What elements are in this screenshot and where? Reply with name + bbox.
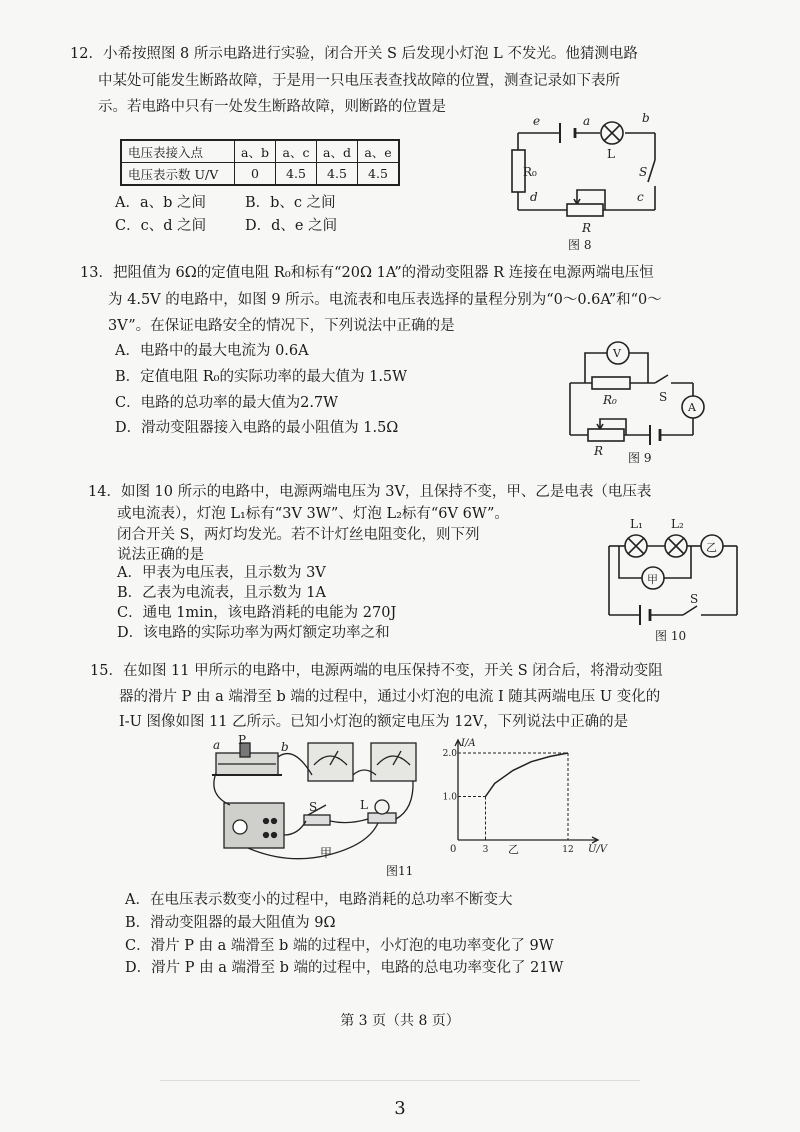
fig8-label: a bbox=[583, 114, 591, 128]
table-cell: 0 bbox=[235, 163, 276, 186]
y-tick-label: 1.0 bbox=[442, 792, 457, 803]
figure-11-caption: 图11 bbox=[386, 864, 414, 878]
graph-ylabel: I/A bbox=[461, 738, 476, 749]
q15-option-a[interactable]: A．在电压表示数变小的过程中，电路消耗的总功率不断变大 bbox=[125, 892, 513, 908]
fig8-label: b bbox=[642, 111, 650, 125]
fig8-caption: 图 8 bbox=[568, 238, 592, 252]
table-cell: 4.5 bbox=[317, 163, 358, 186]
figure-9-circuit bbox=[560, 335, 720, 470]
figure-11-iu-graph bbox=[442, 735, 618, 856]
q12-option-b[interactable]: B．b、c 之间 bbox=[245, 195, 336, 211]
page-footer-text: 第 3 页（共 8 页） bbox=[340, 1013, 460, 1029]
fig11-label: P bbox=[238, 733, 247, 747]
graph-origin: 0 bbox=[450, 844, 457, 855]
fig10-label: 甲 bbox=[647, 573, 658, 586]
q15-option-c[interactable]: C．滑片 P 由 a 端滑至 b 端的过程中，小灯泡的电功率变化了 9W bbox=[125, 938, 554, 954]
x-tick-label: 12 bbox=[562, 845, 574, 855]
y-tick-label: 2.0 bbox=[442, 749, 457, 759]
q13-line-2: 为 4.5V 的电路中，如图 9 所示。电流表和电压表选择的量程分别为“0～0.6A”和“0～ bbox=[108, 292, 662, 308]
q13-option-d[interactable]: D．滑动变阻器接入电路的最小阻值为 1.5Ω bbox=[115, 420, 399, 436]
fig9-caption: 图 9 bbox=[628, 451, 652, 465]
q14-line-1: 14．如图 10 所示的电路中，电源两端电压为 3V，且保持不变，甲、乙是电表（电压表 bbox=[88, 484, 652, 500]
table-cell: a、e bbox=[358, 140, 400, 163]
page-number: 3 bbox=[394, 1098, 406, 1119]
fig10-label: S bbox=[690, 592, 699, 606]
q15-line-3: I-U 图像如图 11 乙所示。已知小灯泡的额定电压为 12V，下列说法中正确的是 bbox=[119, 714, 629, 730]
q14-option-b[interactable]: B．乙表为电流表，且示数为 1A bbox=[117, 585, 326, 601]
table-cell: 4.5 bbox=[276, 163, 317, 186]
q15-line-2: 器的滑片 P 由 a 端滑至 b 端的过程中，通过小灯泡的电流 I 随其两端电压 U 变化的 bbox=[119, 689, 661, 705]
graph-sub-label: 乙 bbox=[508, 843, 519, 856]
footer-divider bbox=[160, 1080, 640, 1081]
q12-option-c[interactable]: C．c、d 之间 bbox=[115, 218, 207, 234]
q14-option-c[interactable]: C．通电 1min，该电路消耗的电能为 270J bbox=[117, 605, 397, 621]
fig10-label: 乙 bbox=[706, 541, 717, 554]
fig8-label: c bbox=[637, 190, 644, 204]
q13-line-3: 3V”。在保证电路安全的情况下，下列说法中正确的是 bbox=[108, 318, 455, 334]
table-cell: a、b bbox=[235, 140, 276, 163]
q14-option-d[interactable]: D．该电路的实际功率为两灯额定功率之和 bbox=[117, 625, 390, 641]
fig9-label: R bbox=[594, 444, 604, 458]
table-cell: a、d bbox=[317, 140, 358, 163]
fig9-label: A bbox=[688, 401, 696, 414]
iu-curve bbox=[486, 753, 569, 797]
fig10-label: L₁ bbox=[630, 517, 643, 531]
q12-record-table bbox=[120, 139, 400, 186]
q14-line-2: 或电流表），灯泡 L₁标有“3V 3W”、灯泡 L₂标有“6V 6W”。 bbox=[117, 506, 509, 522]
figure-11-apparatus bbox=[208, 735, 438, 870]
q13-line-1: 13．把阻值为 6Ω的定值电阻 R₀和标有“20Ω 1A”的滑动变阻器 R 连接在电源两端电压恒 bbox=[80, 265, 654, 281]
fig9-label: R₀ bbox=[603, 393, 617, 407]
q12-line-3: 示。若电路中只有一处发生断路故障，则断路的位置是 bbox=[98, 99, 446, 115]
fig8-label: S bbox=[639, 165, 648, 179]
q12-option-a[interactable]: A．a、b 之间 bbox=[115, 195, 207, 211]
fig9-label: S bbox=[659, 390, 668, 404]
q12-line-1: 12．小希按照图 8 所示电路进行实验，闭合开关 S 后发现小灯泡 L 不发光。他猜测电路 bbox=[70, 46, 638, 62]
table-cell: a、c bbox=[276, 140, 317, 163]
figure-8-circuit bbox=[505, 108, 675, 253]
fig11-label: a bbox=[213, 738, 221, 752]
fig8-label: R bbox=[582, 221, 592, 235]
fig11-label: S bbox=[309, 800, 318, 814]
fig11-label: L bbox=[360, 798, 368, 812]
fig10-caption: 图 10 bbox=[655, 629, 687, 643]
q15-line-1: 15．在如图 11 甲所示的电路中，电源两端的电压保持不变，开关 S 闭合后，将滑动变阻 bbox=[90, 663, 663, 679]
q12-line-2: 中某处可能发生断路故障，于是用一只电压表查找故障的位置，测查记录如下表所 bbox=[98, 73, 620, 89]
q13-option-c[interactable]: C．电路的总功率的最大值为2.7W bbox=[115, 395, 339, 411]
q15-option-d[interactable]: D．滑片 P 由 a 端滑至 b 端的过程中，电路的总电功率变化了 21W bbox=[125, 960, 564, 976]
fig8-label: e bbox=[533, 114, 541, 128]
fig11-label: 甲 bbox=[320, 846, 333, 860]
q14-line-4: 说法正确的是 bbox=[117, 547, 204, 563]
graph-xlabel: U/V bbox=[588, 844, 608, 855]
q13-option-b[interactable]: B．定值电阻 R₀的实际功率的最大值为 1.5W bbox=[115, 369, 408, 385]
q14-line-3: 闭合开关 S，两灯均发光。若不计灯丝电阻变化，则下列 bbox=[117, 527, 480, 543]
fig8-label: d bbox=[530, 190, 538, 204]
fig8-label: L bbox=[607, 147, 615, 161]
x-tick-label: 3 bbox=[482, 845, 489, 855]
q15-option-b[interactable]: B．滑动变阻器的最大阻值为 9Ω bbox=[125, 915, 336, 931]
q12-option-d[interactable]: D．d、e 之间 bbox=[245, 218, 338, 234]
fig9-label: V bbox=[613, 347, 621, 360]
table-cell: 电压表接入点 bbox=[121, 140, 235, 163]
table-cell: 4.5 bbox=[358, 163, 400, 186]
fig11-label: b bbox=[281, 740, 289, 754]
table-cell: 电压表示数 U/V bbox=[121, 163, 235, 186]
q14-option-a[interactable]: A．甲表为电压表，且示数为 3V bbox=[117, 565, 326, 581]
q13-option-a[interactable]: A．电路中的最大电流为 0.6A bbox=[115, 343, 309, 359]
fig8-label: R₀ bbox=[523, 165, 537, 179]
figure-10-circuit bbox=[595, 508, 750, 643]
fig10-label: L₂ bbox=[671, 517, 684, 531]
